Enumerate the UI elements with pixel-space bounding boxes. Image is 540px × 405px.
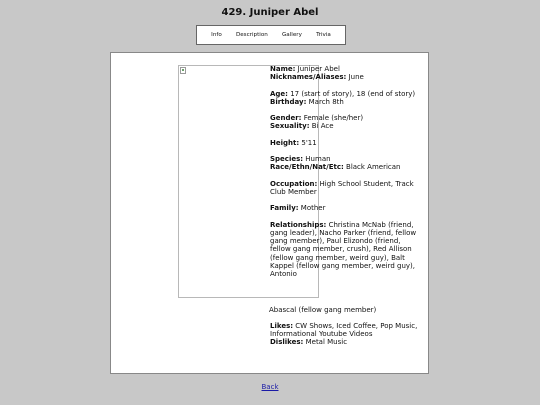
family-value: Mother [300, 204, 326, 213]
height-label: Height: [270, 138, 300, 147]
species-value: Human [305, 155, 331, 164]
age-label: Age: [270, 89, 288, 98]
likes-label: Likes: [270, 322, 294, 330]
birthday-label: Birthday: [270, 97, 307, 106]
sexuality-value: Bi Ace [311, 122, 334, 131]
dislikes-value: Metal Music [305, 338, 348, 347]
tab-trivia[interactable]: Trivia [316, 32, 331, 38]
profile-panel [110, 52, 429, 374]
nicknames-label: Nicknames/Aliases: [270, 73, 347, 82]
dislikes-label: Dislikes: [270, 338, 304, 347]
name-label: Name: [270, 65, 296, 73]
back-link-row [0, 383, 540, 391]
name-value: Juniper Abel [297, 65, 340, 73]
occupation-label: Occupation: [270, 179, 318, 188]
race-value: Black American [346, 163, 401, 172]
age-value: 17 (start of story), 18 (end of story) [290, 89, 416, 98]
relationships-label: Relationships: [270, 220, 327, 229]
profile-info [270, 65, 423, 278]
tab-description[interactable]: Description [235, 32, 268, 38]
broken-image-icon [180, 67, 186, 74]
gender-label: Gender: [270, 114, 302, 123]
race-label: Race/Ethn/Nat/Etc: [270, 163, 344, 172]
relationships-tail [270, 306, 423, 314]
tab-info[interactable]: Info [211, 32, 222, 38]
likes-value: CW Shows, Iced Coffee, Pop Music, Informational Youtube Videos [270, 322, 418, 339]
page-title: 429. Juniper Abel [221, 7, 319, 18]
tab-bar [196, 25, 346, 45]
relationships-value-tail: Abascal (fellow gang member) [269, 306, 377, 314]
likes-section [270, 322, 423, 347]
gender-value: Female (she/her) [303, 114, 364, 123]
tab-gallery[interactable]: Gallery [281, 32, 302, 38]
occupation-value: High School Student, Track Club Member [270, 179, 414, 196]
species-label: Species: [270, 155, 304, 164]
nicknames-value: June [348, 73, 364, 82]
birthday-value: March 8th [308, 97, 344, 106]
relationships-value: Christina McNab (friend, gang leader), Nacho Parker (friend, fellow gang member), Paul Elizondo (friend, fellow gang member, crush), Red Allison (fellow gang member, weird guy), Balt Kappel (fellow gang member, weird guy), Antonio [270, 220, 417, 278]
height-value: 5'11 [301, 138, 317, 147]
back-link[interactable]: Back [261, 383, 279, 391]
family-label: Family: [270, 204, 299, 213]
sexuality-label: Sexuality: [270, 122, 310, 131]
